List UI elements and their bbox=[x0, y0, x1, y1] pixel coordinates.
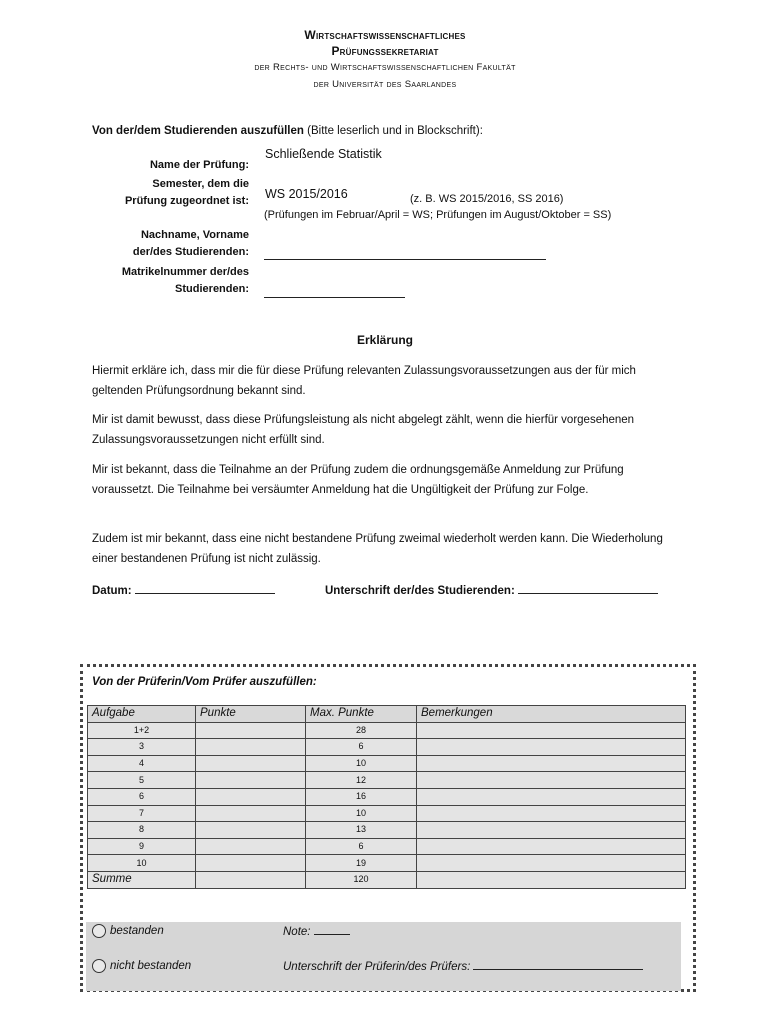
table-row bbox=[88, 755, 686, 772]
date-field[interactable] bbox=[135, 583, 275, 594]
matrikel-label-line1: Matrikelnummer der/des bbox=[121, 266, 249, 278]
sum-remarks-cell[interactable] bbox=[417, 871, 686, 888]
points-cell[interactable] bbox=[196, 822, 306, 839]
matrikel-label bbox=[122, 264, 249, 298]
exam-name-label bbox=[150, 157, 249, 174]
table-row bbox=[88, 805, 686, 822]
date-label: Datum: bbox=[92, 585, 132, 597]
date-row bbox=[92, 583, 275, 597]
table-row bbox=[88, 855, 686, 872]
task-cell: 1+2 bbox=[88, 722, 196, 739]
task-cell: 7 bbox=[88, 805, 196, 822]
points-cell[interactable] bbox=[196, 722, 306, 739]
max-points-cell: 12 bbox=[306, 772, 417, 789]
semester-field[interactable]: WS 2015/2016 bbox=[265, 187, 348, 201]
points-cell[interactable] bbox=[196, 855, 306, 872]
table-row bbox=[88, 788, 686, 805]
task-cell: 8 bbox=[88, 822, 196, 839]
student-name-label bbox=[133, 227, 249, 261]
remarks-cell[interactable] bbox=[417, 739, 686, 756]
column-header-max-points: Max. Punkte bbox=[306, 706, 417, 723]
remarks-cell[interactable] bbox=[417, 838, 686, 855]
student-signature-label: Unterschrift der/des Studierenden: bbox=[325, 585, 515, 597]
column-header-task: Aufgabe bbox=[88, 706, 196, 723]
max-points-cell: 13 bbox=[306, 822, 417, 839]
passed-label: bestanden bbox=[110, 925, 164, 937]
points-cell[interactable] bbox=[196, 755, 306, 772]
student-signature-field[interactable] bbox=[518, 583, 658, 594]
table-row bbox=[88, 838, 686, 855]
task-cell: 5 bbox=[88, 772, 196, 789]
column-header-points: Punkte bbox=[196, 706, 306, 723]
grade-label: Note: bbox=[283, 926, 311, 938]
exam-name-label-text: Name der Prüfung: bbox=[149, 159, 249, 171]
grades-header-row bbox=[88, 706, 686, 723]
student-section-intro bbox=[92, 125, 483, 137]
points-cell[interactable] bbox=[196, 805, 306, 822]
task-cell: 3 bbox=[88, 739, 196, 756]
sum-row bbox=[88, 871, 686, 888]
semester-label-line1: Semester, dem die bbox=[152, 178, 249, 190]
points-cell[interactable] bbox=[196, 838, 306, 855]
task-cell: 6 bbox=[88, 788, 196, 805]
points-cell[interactable] bbox=[196, 739, 306, 756]
declaration-paragraph-2: Mir ist damit bewusst, dass diese Prüfungsleistung als nicht abgelegt zählt, wenn die hierfür vorgesehenen Zulassungsvoraussetzungen nicht erfüllt sind. bbox=[92, 414, 635, 446]
student-name-label-line1: Nachname, Vorname bbox=[140, 229, 249, 241]
grade-row bbox=[283, 924, 350, 938]
points-cell[interactable] bbox=[196, 788, 306, 805]
remarks-cell[interactable] bbox=[417, 788, 686, 805]
sum-label: Summe bbox=[88, 871, 196, 888]
semester-hint: (Prüfungen im Februar/April = WS; Prüfungen im August/Oktober = SS) bbox=[264, 209, 612, 221]
failed-option[interactable] bbox=[92, 959, 191, 973]
max-points-cell: 6 bbox=[306, 838, 417, 855]
max-points-cell: 6 bbox=[306, 739, 417, 756]
semester-label bbox=[125, 176, 249, 210]
declaration-paragraph-1: Hiermit erkläre ich, dass mir die für diese Prüfung relevanten Zulassungsvoraussetzungen aus der für mich geltenden Prüfungsordnung bekannt sind. bbox=[92, 365, 636, 397]
column-header-remarks: Bemerkungen bbox=[417, 706, 686, 723]
failed-radio-icon[interactable] bbox=[92, 959, 106, 973]
passed-option[interactable] bbox=[92, 924, 164, 938]
remarks-cell[interactable] bbox=[417, 822, 686, 839]
exam-name-field[interactable]: Schließende Statistik bbox=[265, 147, 382, 161]
sum-points-cell[interactable] bbox=[196, 871, 306, 888]
student-name-field[interactable] bbox=[264, 259, 546, 260]
declaration-paragraph-3: Mir ist bekannt, dass die Teilnahme an der Prüfung zudem die ordnungsgemäße Anmeldung zur Prüfung voraussetzt. Die Teilnahme bei versäumter Anmeldung hat die Ungültigkeit der Prüfung zur Folge. bbox=[92, 464, 624, 496]
header-subtitle-line1: der Rechts- und Wirtschaftswissenschaftlichen Fakultät bbox=[254, 62, 516, 73]
passed-radio-icon[interactable] bbox=[92, 924, 106, 938]
examiner-signature-label: Unterschrift der Prüferin/des Prüfers: bbox=[283, 961, 471, 973]
task-cell: 4 bbox=[88, 755, 196, 772]
table-row bbox=[88, 722, 686, 739]
remarks-cell[interactable] bbox=[417, 772, 686, 789]
intro-bold: Von der/dem Studierenden auszufüllen bbox=[92, 125, 304, 137]
matrikel-field[interactable] bbox=[264, 297, 405, 298]
task-cell: 10 bbox=[88, 855, 196, 872]
task-cell: 9 bbox=[88, 838, 196, 855]
max-points-cell: 10 bbox=[306, 755, 417, 772]
examiner-signature-field[interactable] bbox=[473, 959, 643, 970]
examiner-section-title: Von der Prüferin/Vom Prüfer auszufüllen: bbox=[92, 676, 317, 688]
declaration-paragraph-4: Zudem ist mir bekannt, dass eine nicht bestandene Prüfung zweimal wiederholt werden kann. Die Wiederholung einer bestandenen Prüfung ist nicht zulässig. bbox=[92, 533, 663, 565]
table-row bbox=[88, 822, 686, 839]
failed-label: nicht bestanden bbox=[110, 960, 192, 972]
matrikel-label-line2: Studierenden: bbox=[175, 283, 249, 295]
header-subtitle-line2: der Universität des Saarlandes bbox=[313, 79, 457, 90]
max-points-cell: 16 bbox=[306, 788, 417, 805]
student-signature-row bbox=[325, 583, 658, 597]
table-row bbox=[88, 739, 686, 756]
semester-example: (z. B. WS 2015/2016, SS 2016) bbox=[410, 193, 564, 205]
sum-max-points-cell: 120 bbox=[306, 871, 417, 888]
grade-field[interactable] bbox=[314, 924, 350, 935]
max-points-cell: 28 bbox=[306, 722, 417, 739]
semester-label-line2: Prüfung zugeordnet ist: bbox=[124, 195, 249, 207]
result-panel bbox=[86, 922, 681, 991]
declaration-title: Erklärung bbox=[356, 333, 413, 347]
remarks-cell[interactable] bbox=[417, 755, 686, 772]
document-header bbox=[0, 27, 770, 93]
max-points-cell: 10 bbox=[306, 805, 417, 822]
grades-table bbox=[87, 705, 686, 889]
remarks-cell[interactable] bbox=[417, 855, 686, 872]
remarks-cell[interactable] bbox=[417, 722, 686, 739]
points-cell[interactable] bbox=[196, 772, 306, 789]
table-row bbox=[88, 772, 686, 789]
max-points-cell: 19 bbox=[306, 855, 417, 872]
intro-rest: (Bitte leserlich und in Blockschrift): bbox=[303, 125, 483, 137]
header-title-line1: Wirtschaftswissenschaftliches bbox=[304, 28, 466, 42]
remarks-cell[interactable] bbox=[417, 805, 686, 822]
examiner-signature-row bbox=[283, 959, 643, 973]
header-title-line2: Prüfungssekretariat bbox=[331, 44, 439, 58]
student-name-label-line2: der/des Studierenden: bbox=[132, 246, 249, 258]
